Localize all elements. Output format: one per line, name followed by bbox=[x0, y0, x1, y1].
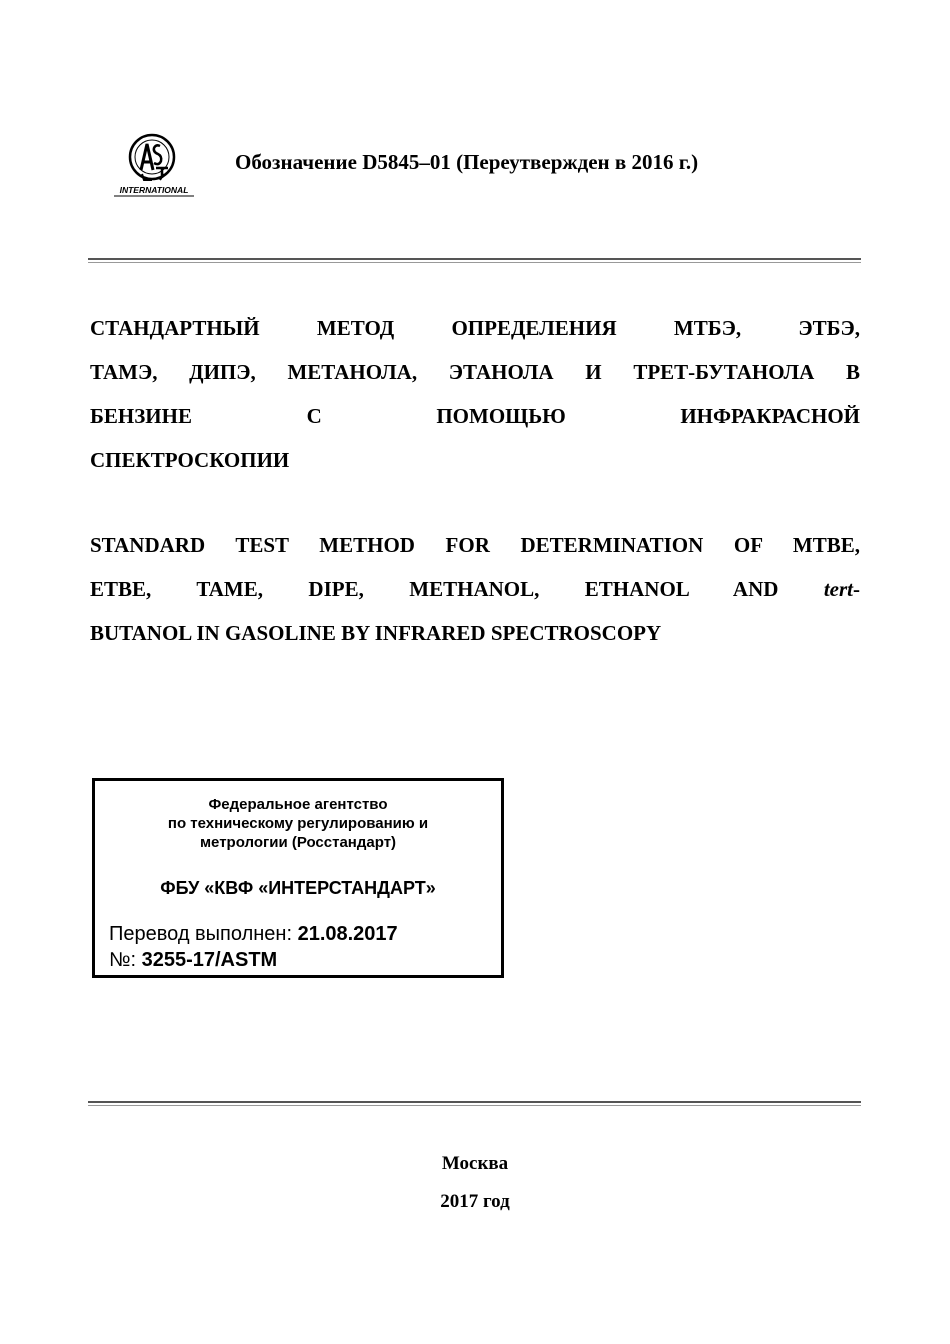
top-divider bbox=[88, 258, 861, 263]
title-en-line: BUTANOL IN GASOLINE BY INFRARED SPECTROSCOPY bbox=[90, 621, 662, 645]
document-designation: Обозначение D5845–01 (Переутвержден в 2016 г.) bbox=[235, 150, 699, 174]
title-ru-line: СПЕКТРОСКОПИИ bbox=[90, 448, 290, 472]
title-russian bbox=[90, 306, 860, 482]
title-ru-line: БЕНЗИНЕ С ПОМОЩЬЮ ИНФРАКРАСНОЙ bbox=[90, 404, 860, 428]
title-english bbox=[90, 523, 860, 655]
translation-date: Перевод выполнен: 21.08.2017 bbox=[109, 923, 398, 945]
bottom-divider bbox=[88, 1101, 861, 1106]
organization-name: ФБУ «КВФ «ИНТЕРСТАНДАРТ» bbox=[160, 878, 436, 898]
title-ru-line: СТАНДАРТНЫЙ МЕТОД ОПРЕДЕЛЕНИЯ МТБЭ, ЭТБЭ, bbox=[90, 316, 860, 340]
svg-text:INTERNATIONAL: INTERNATIONAL bbox=[119, 185, 189, 195]
title-en-line: STANDARD TEST METHOD FOR DETERMINATION OF MTBE, bbox=[90, 533, 860, 557]
city: Москва bbox=[441, 1153, 509, 1174]
translation-number: №: 3255-17/ASTM bbox=[109, 949, 278, 971]
title-en-line: ETBE, TAME, DIPE, METHANOL, ETHANOL AND tert- bbox=[90, 577, 860, 601]
agency-name: Федеральное агентство по техническому регулированию и метрологии (Росстандарт) bbox=[167, 796, 429, 851]
year: 2017 год bbox=[440, 1191, 510, 1212]
astm-logo bbox=[112, 130, 196, 198]
title-ru-line: ТАМЭ, ДИПЭ, МЕТАНОЛА, ЭТАНОЛА И ТРЕТ-БУТАНОЛА В bbox=[90, 360, 860, 384]
translation-stamp bbox=[92, 778, 504, 978]
